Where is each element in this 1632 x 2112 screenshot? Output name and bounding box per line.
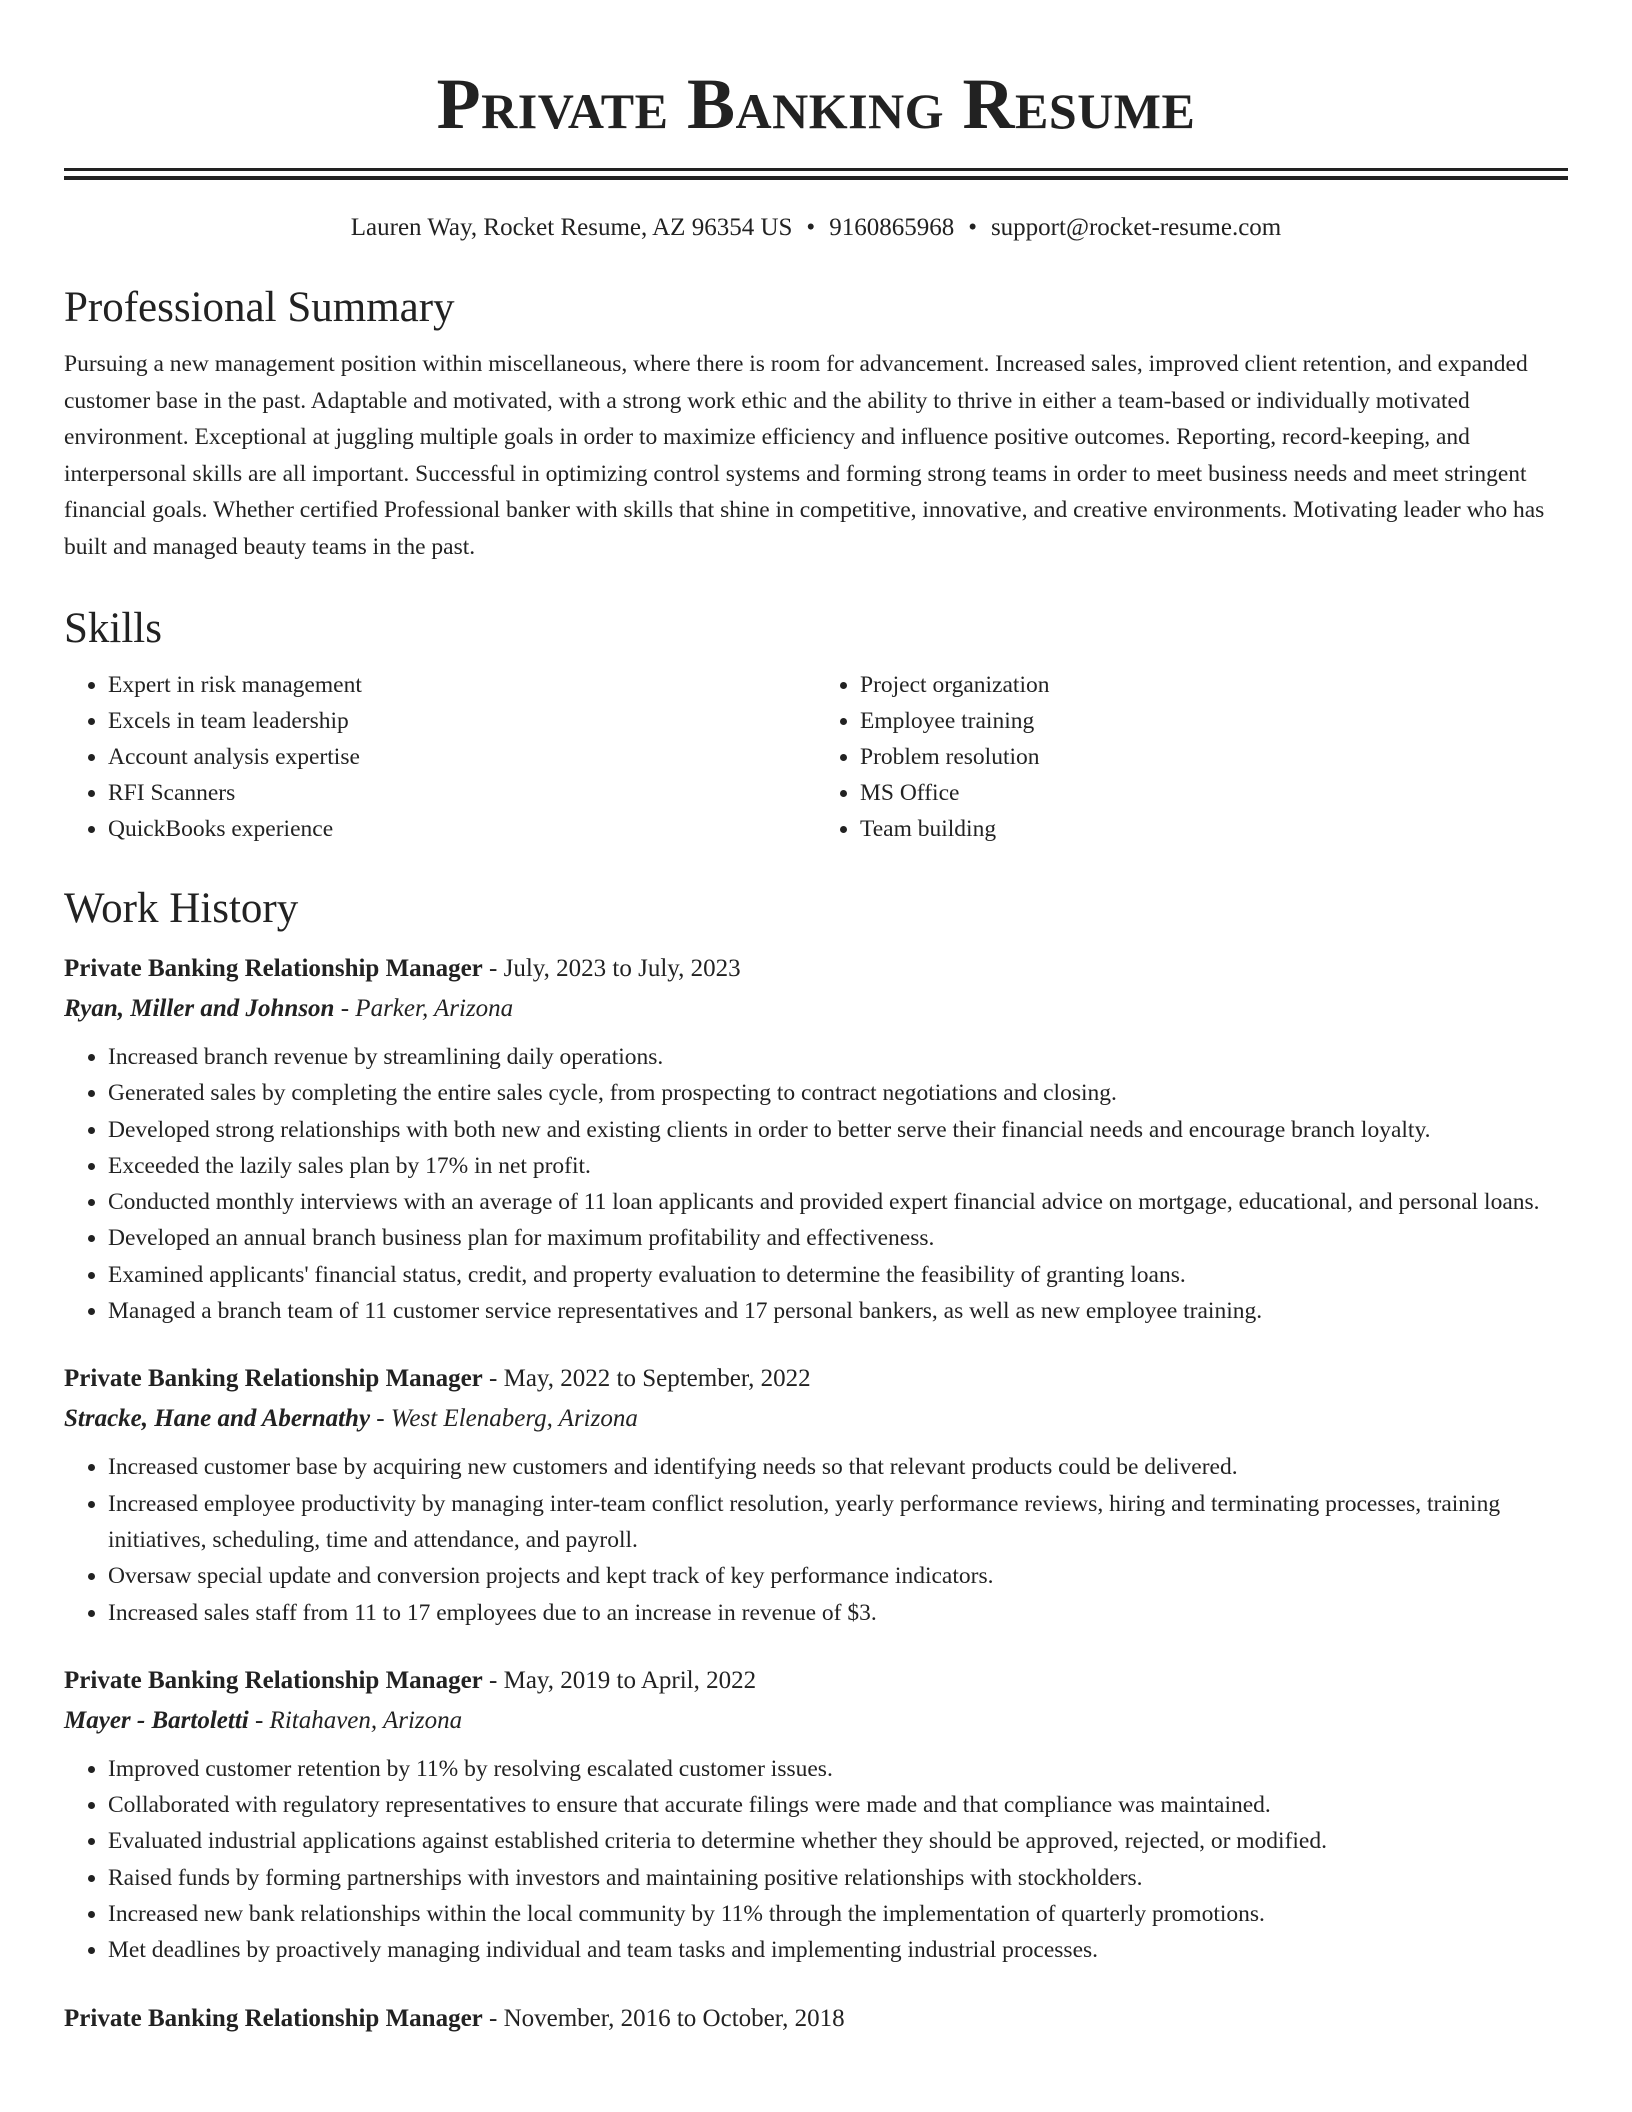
- skills-section: [64, 603, 1568, 847]
- company-location: - West Elenaberg, Arizona: [370, 1405, 638, 1433]
- company-location: - Ritahaven, Arizona: [248, 1706, 463, 1734]
- skill-item: • Account analysis expertise: [108, 739, 816, 775]
- job-duties-list: [64, 1039, 1568, 1329]
- job-title: Private Banking Relationship Manager: [64, 955, 483, 982]
- contact-line: [64, 212, 1568, 244]
- duty-item: • Increased branch revenue by streamlining daily operations.: [108, 1039, 1568, 1075]
- job-title-line: [64, 949, 1568, 989]
- title-divider: [64, 168, 1568, 180]
- job-entry: [64, 1661, 1568, 1969]
- job-dates: - May, 2019 to April, 2022: [482, 1666, 757, 1694]
- work-history-section: [64, 883, 1568, 2039]
- duty-item: • Managed a branch team of 11 customer service representatives and 17 personal bankers, as well as new employee training.: [108, 1293, 1568, 1329]
- company-name: Mayer - Bartoletti: [64, 1706, 249, 1734]
- duty-item: • Met deadlines by proactively managing individual and team tasks and implementing industrial processes.: [108, 1932, 1568, 1968]
- section-heading-summary: Professional Summary: [64, 284, 455, 331]
- company-location: - Parker, Arizona: [334, 995, 514, 1022]
- duty-item: • Evaluated industrial applications against established criteria to determine whether they should be approved, rejected, or modified.: [108, 1823, 1568, 1859]
- skill-item: • Expert in risk management: [108, 667, 816, 703]
- summary-text: Pursuing a new management position within miscellaneous, where there is room for advancement. Increased sales, improved client retention, and expanded customer base in the past. Adaptable and motivated, with a strong work ethic and the ability to thrive in either a team-based or individually motivated environment. Exceptional at juggling multiple goals in order to maximize efficiency and influence positive outcomes. Reporting, record-keeping, and interpersonal skills are all important. Successful in optimizing control systems and forming strong teams in order to meet business needs and meet stringent financial goals. Whether certified Professional banker with skills that shine in competitive, innovative, and creative environments. Motivating leader who has built and managed beauty teams in the past.: [64, 351, 1545, 560]
- duty-item: • Generated sales by completing the entire sales cycle, from prospecting to contract negotiations and closing.: [108, 1075, 1568, 1111]
- company-name: Stracke, Hane and Abernathy: [64, 1405, 371, 1433]
- job-title: Private Banking Relationship Manager: [64, 2004, 483, 2032]
- skills-column-right: [816, 667, 1568, 847]
- job-title-line: [64, 1359, 1568, 1399]
- job-dates: - May, 2022 to September, 2022: [482, 1365, 811, 1393]
- contact-phone: 9160865968: [829, 214, 955, 241]
- resume-title: Private Banking Resume: [436, 64, 1196, 144]
- duty-item: • Increased employee productivity by managing inter-team conflict resolution, yearly performance reviews, hiring and terminating processes, training initiatives, scheduling, time and attendance, and payroll.: [108, 1486, 1568, 1559]
- contact-email: support@rocket-resume.com: [990, 214, 1282, 241]
- job-title: Private Banking Relationship Manager: [64, 1365, 483, 1393]
- contact-separator: •: [968, 214, 977, 241]
- section-heading-work-history: Work History: [64, 885, 299, 932]
- duty-item: • Exceeded the lazily sales plan by 17% in net profit.: [108, 1148, 1568, 1184]
- company-line: [64, 989, 1568, 1029]
- duty-item: • Increased new bank relationships within the local community by 11% through the implementation of quarterly promotions.: [108, 1896, 1568, 1932]
- duty-item: • Raised funds by forming partnerships with investors and maintaining positive relationships with stockholders.: [108, 1860, 1568, 1896]
- job-title-line: [64, 1661, 1568, 1701]
- job-entry: [64, 949, 1568, 1329]
- contact-separator: •: [806, 214, 816, 241]
- skill-item: • MS Office: [860, 775, 1568, 811]
- section-heading-skills: Skills: [64, 605, 162, 652]
- professional-summary-section: [64, 282, 1568, 565]
- skill-item: • Team building: [860, 811, 1568, 847]
- company-name: Ryan, Miller and Johnson: [64, 995, 335, 1022]
- contact-address: Lauren Way, Rocket Resume, AZ 96354 US: [350, 214, 793, 241]
- skill-item: • QuickBooks experience: [108, 811, 816, 847]
- company-line: [64, 1399, 1568, 1439]
- duty-item: • Increased sales staff from 11 to 17 employees due to an increase in revenue of $3.: [108, 1595, 1568, 1631]
- job-entry: [64, 1359, 1568, 1630]
- job-entry: [64, 1999, 1568, 2039]
- skills-column-left: [64, 667, 816, 847]
- skill-item: • Excels in team leadership: [108, 703, 816, 739]
- duty-item: • Improved customer retention by 11% by resolving escalated customer issues.: [108, 1751, 1568, 1787]
- skills-grid: [64, 667, 1568, 847]
- job-dates: - November, 2016 to October, 2018: [482, 2004, 845, 2032]
- duty-item: • Oversaw special update and conversion projects and kept track of key performance indicators.: [108, 1558, 1568, 1594]
- duty-item: • Increased customer base by acquiring new customers and identifying needs so that relevant products could be delivered.: [108, 1449, 1568, 1485]
- duty-item: • Collaborated with regulatory representatives to ensure that accurate filings were made and that compliance was maintained.: [108, 1787, 1568, 1823]
- duty-item: • Developed an annual branch business plan for maximum profitability and effectiveness.: [108, 1220, 1568, 1256]
- skill-item: • Employee training: [860, 703, 1568, 739]
- job-duties-list: [64, 1751, 1568, 1969]
- job-dates: - July, 2023 to July, 2023: [482, 955, 741, 982]
- job-title: Private Banking Relationship Manager: [64, 1666, 483, 1694]
- duty-item: • Examined applicants' financial status, credit, and property evaluation to determine the feasibility of granting loans.: [108, 1257, 1568, 1293]
- skill-item: • RFI Scanners: [108, 775, 816, 811]
- duty-item: • Conducted monthly interviews with an average of 11 loan applicants and provided expert financial advice on mortgage, educational, and personal loans.: [108, 1184, 1568, 1220]
- resume-page: [64, 0, 1568, 2039]
- job-title-line: [64, 1999, 1568, 2039]
- skill-item: • Project organization: [860, 667, 1568, 703]
- skill-item: • Problem resolution: [860, 739, 1568, 775]
- job-duties-list: [64, 1449, 1568, 1630]
- company-line: [64, 1701, 1568, 1741]
- duty-item: • Developed strong relationships with both new and existing clients in order to better serve their financial needs and encourage branch loyalty.: [108, 1112, 1568, 1148]
